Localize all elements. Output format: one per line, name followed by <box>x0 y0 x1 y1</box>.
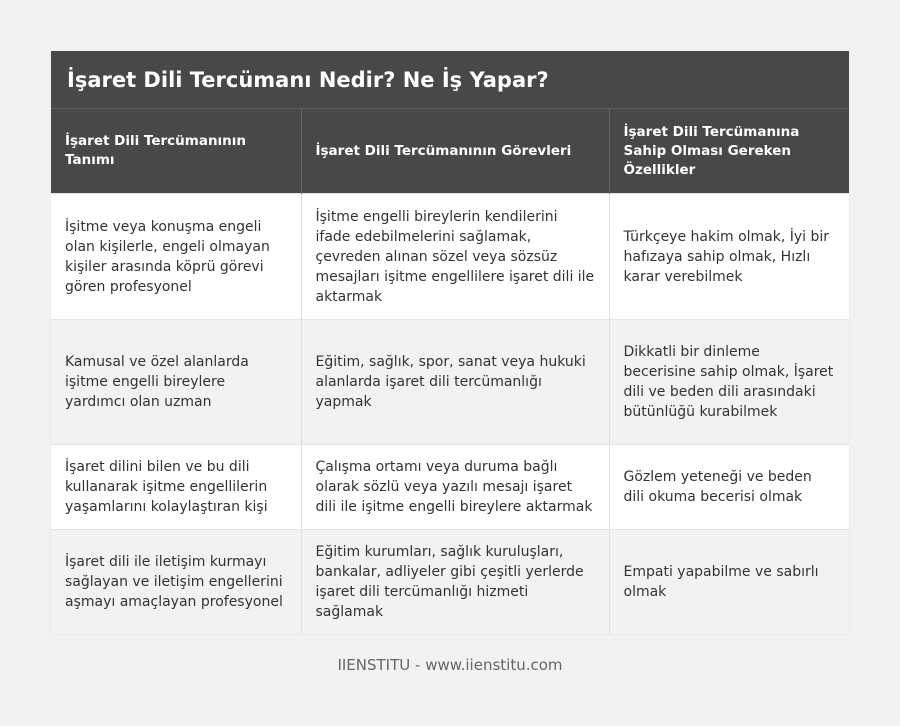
table-row <box>51 320 849 445</box>
column-header-duties: İşaret Dili Tercümanının Görevleri <box>301 109 609 194</box>
column-header-qualities: İşaret Dili Tercümanına Sahip Olması Gereken Özellikler <box>609 109 849 194</box>
table-cell: İşaret dili ile iletişim kurmayı sağlayan ve iletişim engellerini aşmayı amaçlayan profesyonel <box>51 530 301 635</box>
table-cell: İşitme veya konuşma engeli olan kişilerle, engeli olmayan kişiler arasında köprü görevi gören profesyonel <box>51 194 301 320</box>
table-card <box>51 51 849 634</box>
table-cell: İşaret dilini bilen ve bu dili kullanarak işitme engellilerin yaşamlarını kolaylaştıran kişi <box>51 445 301 530</box>
page-title: İşaret Dili Tercümanı Nedir? Ne İş Yapar? <box>51 51 849 109</box>
column-header-definition: İşaret Dili Tercümanının Tanımı <box>51 109 301 194</box>
table-cell: Kamusal ve özel alanlarda işitme engelli bireylere yardımcı olan uzman <box>51 320 301 445</box>
table-row <box>51 194 849 320</box>
table-cell: İşitme engelli bireylerin kendilerini ifade edebilmelerini sağlamak, çevreden alınan sözel veya sözsüz mesajları işitme engellilere işaret dili ile aktarmak <box>301 194 609 320</box>
table-cell: Türkçeye hakim olmak, İyi bir hafızaya sahip olmak, Hızlı karar verebilmek <box>609 194 849 320</box>
table-cell: Dikkatli bir dinleme becerisine sahip olmak, İşaret dili ve beden dili arasındaki bütünlüğü kurabilmek <box>609 320 849 445</box>
table-row <box>51 445 849 530</box>
table-cell: Empati yapabilme ve sabırlı olmak <box>609 530 849 635</box>
table-cell: Eğitim, sağlık, spor, sanat veya hukuki alanlarda işaret dili tercümanlığı yapmak <box>301 320 609 445</box>
table-row <box>51 530 849 635</box>
table-cell: Çalışma ortamı veya duruma bağlı olarak sözlü veya yazılı mesajı işaret dili ile işitme engelli bireylere aktarmak <box>301 445 609 530</box>
footer-credit: IIENSTITU - www.iienstitu.com <box>337 656 563 674</box>
table-header-row <box>51 109 849 194</box>
table-cell: Eğitim kurumları, sağlık kuruluşları, bankalar, adliyeler gibi çeşitli yerlerde işaret dili tercümanlığı hizmeti sağlamak <box>301 530 609 635</box>
info-table <box>51 109 849 634</box>
table-cell: Gözlem yeteneği ve beden dili okuma becerisi olmak <box>609 445 849 530</box>
